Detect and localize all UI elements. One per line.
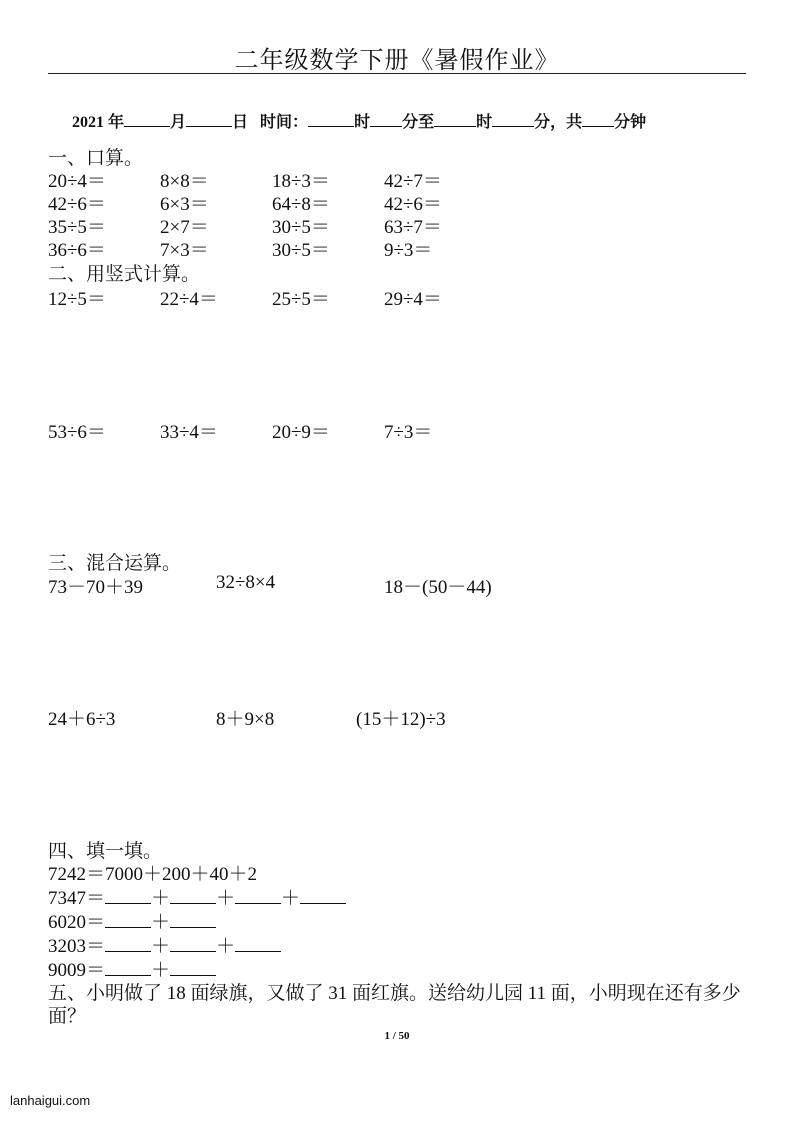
vertical-calc-problem: 20÷9＝: [272, 422, 330, 443]
oral-problem: 42÷7＝: [384, 171, 442, 192]
plus-sign: ＋: [151, 936, 171, 957]
oral-problem: 6×3＝: [160, 194, 209, 215]
oral-problem: 42÷6＝: [48, 194, 106, 215]
answer-blank[interactable]: [105, 935, 151, 952]
title-rule: [48, 73, 746, 74]
end-hour-label: 时: [476, 114, 493, 131]
answer-blank[interactable]: [170, 887, 216, 904]
oral-problem: 18÷3＝: [272, 171, 330, 192]
answer-blank[interactable]: [105, 887, 151, 904]
page-title: 二年级数学下册《暑假作业》: [234, 48, 560, 74]
section3-heading: 三、混合运算。: [48, 553, 182, 574]
day-blank: [186, 112, 232, 127]
answer-blank[interactable]: [170, 935, 216, 952]
mixed-calc-problem: 32÷8×4: [216, 572, 276, 593]
end-minute-label: 分，共: [534, 114, 583, 131]
oral-problem: 30÷5＝: [272, 217, 330, 238]
year-label: 2021 年: [72, 114, 125, 131]
fill-example: 7242＝7000＋200＋40＋2: [48, 864, 258, 885]
plus-sign: ＋: [151, 888, 171, 909]
fill-lhs: 9009＝: [48, 960, 106, 981]
start-minute-blank: [370, 112, 402, 127]
mixed-calc-problem: 73－70＋39: [48, 577, 144, 598]
plus-sign: ＋: [151, 912, 171, 933]
section2-heading: 二、用竖式计算。: [48, 264, 201, 285]
oral-problem: 36÷6＝: [48, 240, 106, 261]
mixed-calc-problem: 24＋6÷3: [48, 709, 116, 730]
vertical-calc-problem: 29÷4＝: [384, 289, 442, 310]
mixed-calc-problem: 18－(50－44): [384, 577, 492, 598]
plus-sign: ＋: [151, 960, 171, 981]
plus-sign: ＋: [281, 888, 301, 909]
oral-problem: 20÷4＝: [48, 171, 106, 192]
mixed-calc-problem: 8＋9×8: [216, 709, 275, 730]
end-minute-blank: [492, 112, 534, 127]
answer-blank[interactable]: [170, 959, 216, 976]
oral-problem: 7×3＝: [160, 240, 209, 261]
answer-blank[interactable]: [105, 911, 151, 928]
month-label: 月: [170, 114, 187, 131]
site-watermark: lanhaigui.com: [10, 1093, 91, 1108]
oral-problem: 64÷8＝: [272, 194, 330, 215]
plus-sign: ＋: [216, 888, 236, 909]
page-number: 1 / 50: [384, 1030, 410, 1042]
time-info-line: [72, 109, 646, 132]
oral-problem: 2×7＝: [160, 217, 209, 238]
vertical-calc-problem: 22÷4＝: [160, 289, 218, 310]
month-blank: [124, 112, 170, 127]
start-hour-label: 时: [354, 114, 371, 131]
oral-problem: 35÷5＝: [48, 217, 106, 238]
answer-blank[interactable]: [170, 911, 216, 928]
vertical-calc-problem: 25÷5＝: [272, 289, 330, 310]
fill-item: [48, 907, 216, 934]
fill-lhs: 6020＝: [48, 912, 106, 933]
plus-sign: ＋: [216, 936, 236, 957]
section4-heading: 四、填一填。: [48, 841, 163, 862]
answer-blank[interactable]: [300, 887, 346, 904]
fill-lhs: 7347＝: [48, 888, 106, 909]
vertical-calc-problem: 33÷4＝: [160, 422, 218, 443]
start-minute-label: 分至: [402, 114, 435, 131]
total-label: 分钟: [614, 114, 647, 131]
day-label: 日: [232, 114, 249, 131]
vertical-calc-problem: 12÷5＝: [48, 289, 106, 310]
end-hour-blank: [434, 112, 476, 127]
oral-problem: 42÷6＝: [384, 194, 442, 215]
mixed-calc-problem: (15＋12)÷3: [356, 709, 446, 730]
time-label: 时间：: [260, 114, 309, 131]
word-problem: 五、小明做了 18 面绿旗，又做了 31 面红旗。送给幼儿园 11 面，小明现在还有多少面？: [48, 983, 741, 1027]
fill-item: [48, 931, 281, 958]
answer-blank[interactable]: [235, 887, 281, 904]
vertical-calc-problem: 7÷3＝: [384, 422, 433, 443]
oral-problem: 9÷3＝: [384, 240, 433, 261]
fill-item: [48, 955, 216, 982]
vertical-calc-problem: 53÷6＝: [48, 422, 106, 443]
answer-blank[interactable]: [105, 959, 151, 976]
oral-problem: 30÷5＝: [272, 240, 330, 261]
fill-item: [48, 883, 346, 910]
answer-blank[interactable]: [235, 935, 281, 952]
total-blank: [582, 112, 614, 127]
oral-problem: 63÷7＝: [384, 217, 442, 238]
fill-lhs: 3203＝: [48, 936, 106, 957]
start-hour-blank: [308, 112, 354, 127]
oral-problem: 8×8＝: [160, 171, 209, 192]
section1-heading: 一、口算。: [48, 148, 144, 169]
